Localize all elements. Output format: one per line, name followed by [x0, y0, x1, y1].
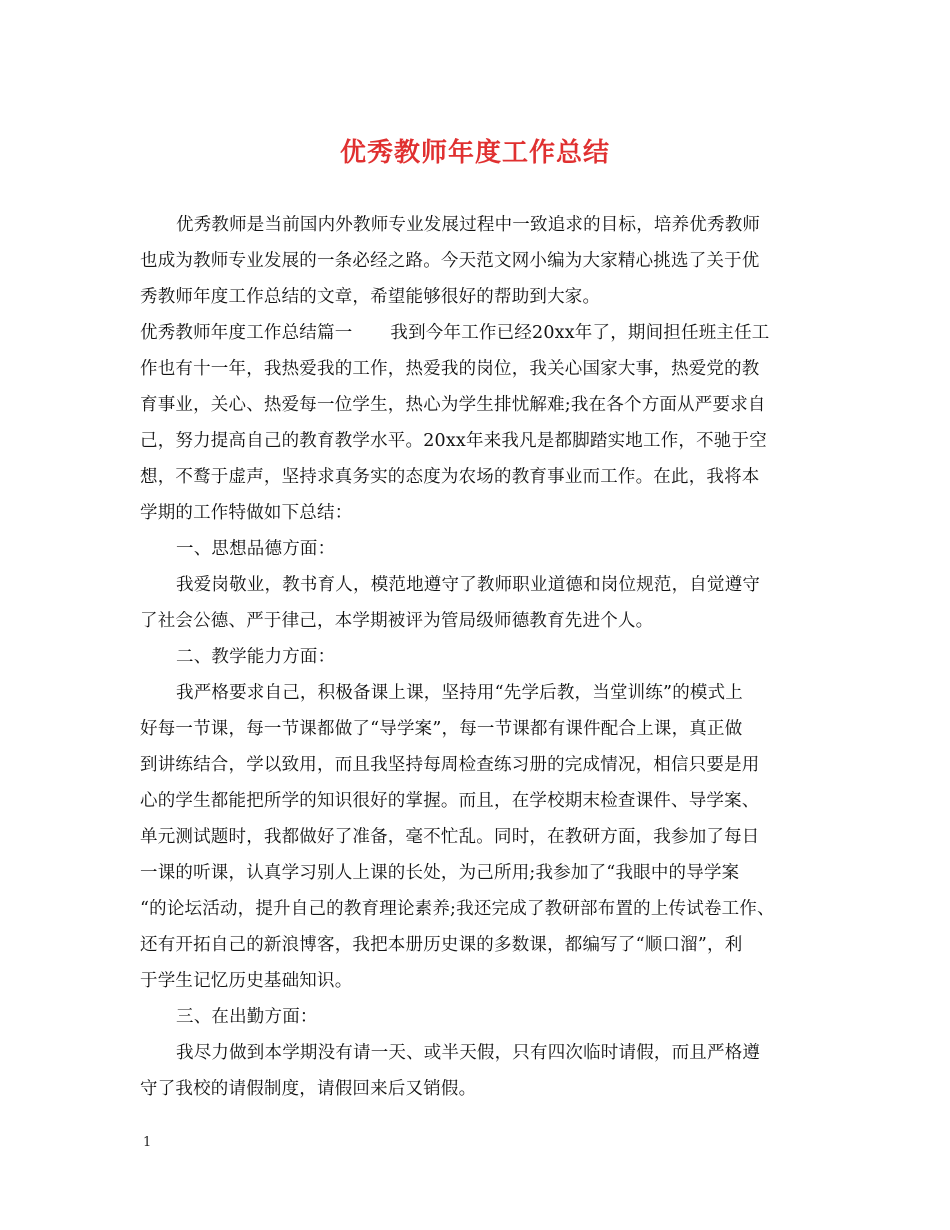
paragraph-line: 优秀教师是当前国内外教师专业发展过程中一致追求的目标，培养优秀教师 — [176, 215, 761, 235]
document-body — [140, 207, 840, 1107]
paragraph-text: 我到今年工作已经20xx年了，期间担任班主任工 — [390, 323, 770, 343]
paragraph-line: 作也有十一年，我热爱我的工作，热爱我的岗位，我关心国家大事，热爱党的教 — [140, 359, 760, 379]
paragraph-line: 育事业，关心、热爱每一位学生，热心为学生排忧解难;我在各个方面从严要求自 — [140, 395, 766, 415]
page-number: 1 — [143, 1135, 152, 1150]
document-title: 优秀教师年度工作总结 — [339, 138, 610, 168]
paragraph-line: 我爱岗敬业，教书育人，模范地遵守了教师职业道德和岗位规范，自觉遵守 — [176, 575, 761, 595]
paragraph-line: 于学生记忆历史基础知识。 — [140, 971, 353, 991]
subsection-heading: 二、教学能力方面： — [176, 647, 336, 667]
paragraph-line: 好每一节课，每一节课都做了“导学案”，每一节课都有课件配合上课，真正做 — [140, 719, 743, 739]
section-heading-line — [140, 315, 840, 351]
paragraph-line: 我严格要求自己，积极备课上课，坚持用“先学后教，当堂训练”的模式上 — [176, 683, 743, 703]
subsection-heading: 三、在出勤方面： — [176, 1007, 318, 1027]
paragraph-line: “的论坛活动，提升自己的教育理论素养;我还完成了教研部布置的上传试卷工作、 — [140, 899, 775, 919]
paragraph-line: 也成为教师专业发展的一条必经之路。今天范文网小编为大家精心挑选了关于优 — [140, 251, 760, 271]
paragraph-line: 单元测试题时，我都做好了准备，毫不忙乱。同时，在教研方面，我参加了每日 — [140, 827, 760, 847]
paragraph-line: 还有开拓自己的新浪博客，我把本册历史课的多数课，都编写了“顺口溜”，利 — [140, 935, 743, 955]
paragraph-line: 心的学生都能把所学的知识很好的掌握。而且，在学校期末检查课件、导学案、 — [140, 791, 760, 811]
paragraph-line: 想，不鹜于虚声，坚持求真务实的态度为农场的教育事业而工作。在此，我将本 — [140, 467, 760, 487]
paragraph-line: 己，努力提高自己的教育教学水平。20xx年来我凡是都脚踏实地工作，不驰于空 — [140, 431, 767, 451]
paragraph-line: 我尽力做到本学期没有请一天、或半天假，只有四次临时请假，而且严格遵 — [176, 1043, 761, 1063]
paragraph-line: 到讲练结合，学以致用，而且我坚持每周检查练习册的完成情况，相信只要是用 — [140, 755, 760, 775]
paragraph-line: 守了我校的请假制度，请假回来后又销假。 — [140, 1079, 477, 1099]
section-heading: 优秀教师年度工作总结篇一 — [140, 323, 353, 343]
paragraph-line: 一课的听课，认真学习别人上课的长处，为己所用;我参加了“我眼中的导学案 — [140, 863, 740, 883]
paragraph-line: 秀教师年度工作总结的文章，希望能够很好的帮助到大家。 — [140, 287, 601, 307]
paragraph-line: 学期的工作特做如下总结： — [140, 503, 353, 523]
paragraph-line: 了社会公德、严于律己，本学期被评为管局级师德教育先进个人。 — [140, 611, 654, 631]
subsection-heading: 一、思想品德方面： — [176, 539, 336, 559]
